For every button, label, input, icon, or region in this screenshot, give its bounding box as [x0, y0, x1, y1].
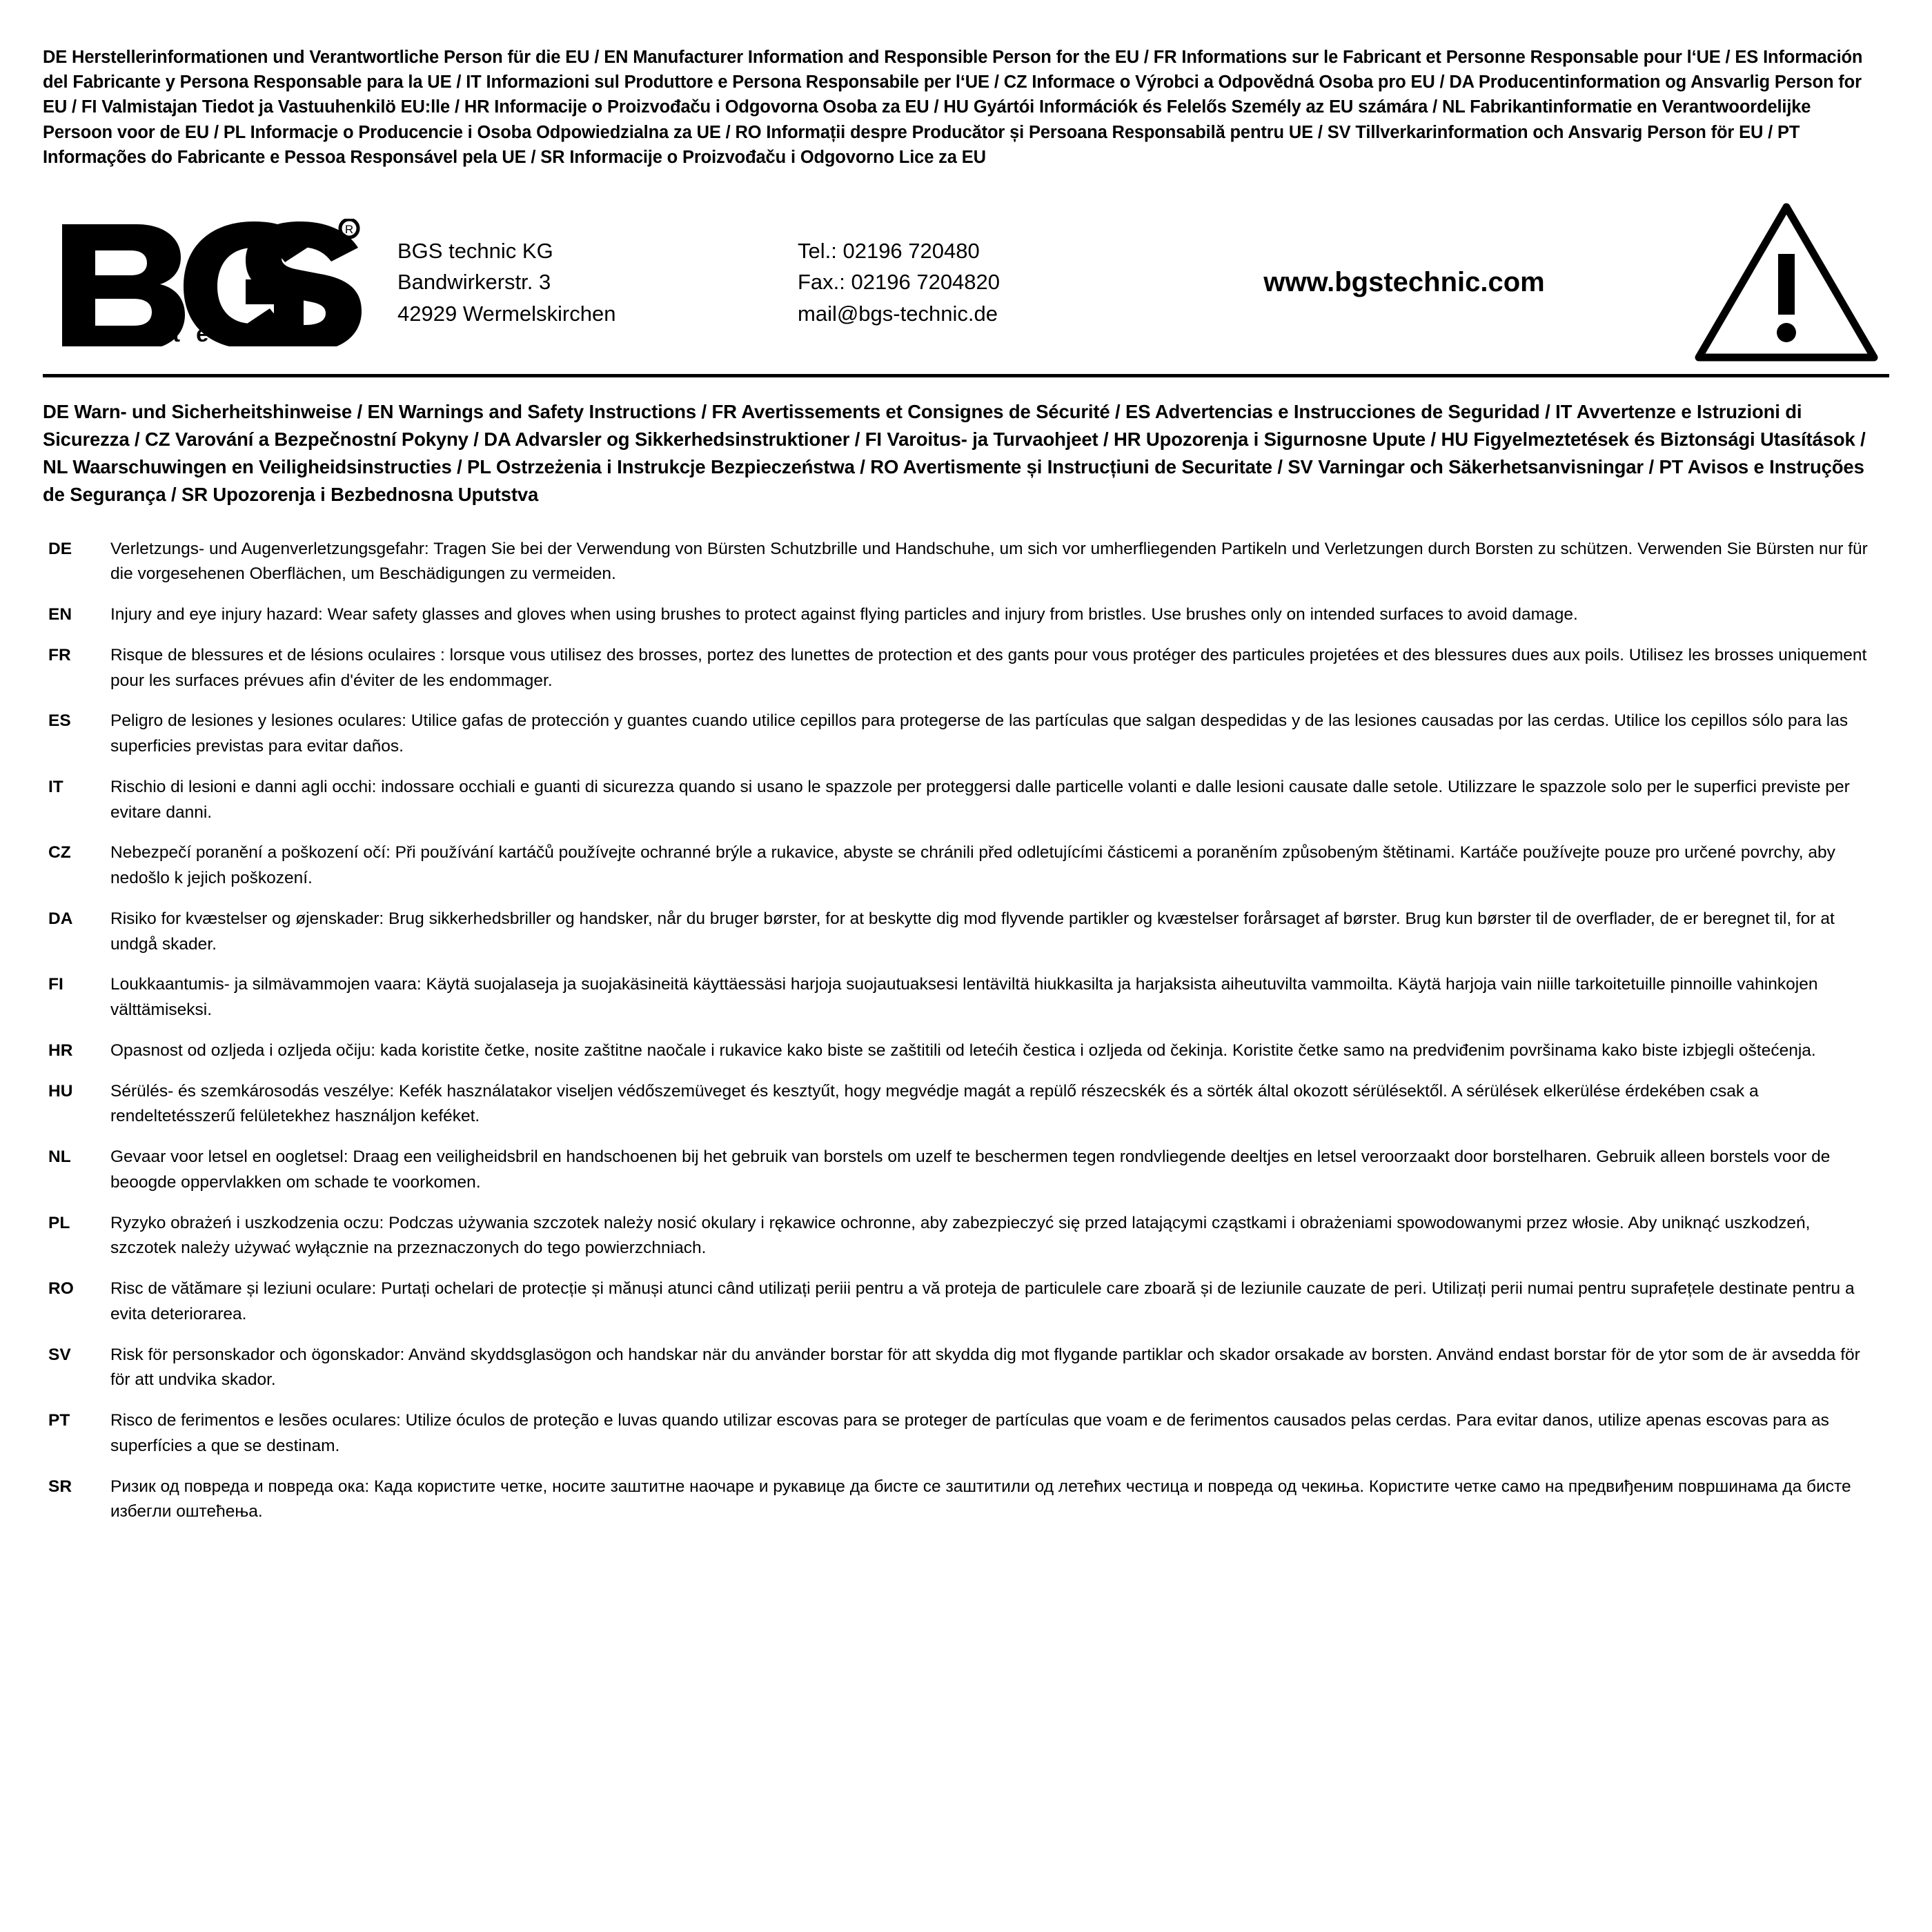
list-item: [43, 972, 1889, 1023]
list-item: [43, 537, 1889, 588]
company-email: mail@bgs-technic.de: [798, 301, 998, 326]
bgs-logo: [43, 219, 381, 346]
list-item: [43, 709, 1889, 760]
language-code: FR: [48, 645, 71, 664]
header-divider: [43, 374, 1889, 377]
manufacturer-info-header: DE Herstellerinformationen und Verantwortliche Person für die EU / EN Manufacturer Information and Responsible Person for the EU / FR Informations sur le Fabricant et Personne Responsable pour l‘UE / ES Información del Fabricante y Persona Responsable para la UE / IT Informazioni sul Produttore e Persona Responsabile per l‘UE / CZ Informace o Výrobci a Odpovědná Osoba pro EU / DA Producentinformation og Ansvarlig Person for EU / FI Valmistajan Tiedot ja Vastuuhenkilö EU:lle / HR Informacije o Proizvođaču i Odgovorna Osoba za EU / HU Gyártói Információk és Felelős Személy az EU számára / NL Fabrikantinformatie en Verantwoordelijke Persoon voor de EU / PL Informacje o Producencie i Osoba Odpowiedzialna za UE / RO Informații despre Producător și Persoana Responsabilă pentru UE / SV Tillverkarinformation och Ansvarig Person för EU / PT Informações do Fabricante e Pessoa Responsável pela UE / SR Informacije o Proizvođaču i Odgovorno Lice za EU: [43, 48, 1863, 167]
language-text: Sérülés- és szemkárosodás veszélye: Kefék használatakor viseljen védőszemüveget és kesztyűt, hogy megvédje magát a repülő részecskék és a sörték által okozott sérülésektől. A sérülések elkerülése érdekében csak a rendeltetésszerű felületekhez használjon keféket.: [110, 1081, 1759, 1126]
language-text: Risk för personskador och ögonskador: Använd skyddsglasögon och handskar när du använder borstar för att skydda dig mot flygande partiklar och skador orsakade av borsten. Använd endast borstar för de ytor som de är avsedda för för att undvika skador.: [110, 1345, 1860, 1390]
list-item: [43, 1211, 1889, 1262]
list-item: [43, 1408, 1889, 1459]
language-code: PL: [48, 1213, 70, 1232]
language-text: Verletzungs- und Augenverletzungsgefahr: Tragen Sie bei der Verwendung von Bürsten Schutzbrille und Handschuhe, um sich vor umherfliegenden Partikeln und Verletzungen durch Borsten zu schützen. Verwenden Sie Bürsten nur für die vorgesehenen Oberflächen, um Beschädigungen zu vermeiden.: [110, 539, 1868, 584]
language-text: Loukkaantumis- ja silmävammojen vaara: Käytä suojalaseja ja suojakäsineitä käyttäessäsi harjoja suojautuaksesi lentäviltä hiukkasilta ja harjaksista aiheutuvilta vammoilta. Käytä harjoja vain niille tarkoitetuille pinnoille vahinkojen välttämiseksi.: [110, 975, 1818, 1020]
language-code: ES: [48, 711, 71, 731]
language-text: Ryzyko obrażeń i uszkodzenia oczu: Podczas używania szczotek należy nosić okulary i rękawice ochronne, aby zabezpieczyć się przed latającymi cząstkami i obrażeniami spowodowanymi przez włosie. Aby uniknąć uszkodzeń, szczotek należy używać wyłącznie na przeznaczonych do tego powierzchniach.: [110, 1213, 1811, 1258]
svg-text:R: R: [344, 222, 354, 236]
company-contact: [798, 235, 1163, 330]
list-item: [43, 1343, 1889, 1394]
warning-triangle-icon: [1673, 200, 1889, 364]
language-text: Peligro de lesiones y lesiones oculares: Utilice gafas de protección y guantes cuando utilice cepillos para protegerse de las partículas que salgan despedidas y de las lesiones causadas por las cerdas. Utilice los cepillos sólo para las superficies previstas para evitar daños.: [110, 711, 1849, 756]
company-street: Bandwirkerstr. 3: [397, 270, 551, 295]
list-item: [43, 1276, 1889, 1328]
language-code: SR: [48, 1477, 72, 1496]
language-code: RO: [48, 1279, 74, 1299]
list-item: [43, 907, 1889, 958]
list-item: [43, 1145, 1889, 1196]
company-city: 42929 Wermelskirchen: [397, 301, 616, 326]
language-code: HR: [48, 1041, 73, 1060]
list-item: [43, 1038, 1889, 1064]
language-code: IT: [48, 777, 63, 796]
safety-instructions-heading: DE Warn- und Sicherheitshinweise / EN Warnings and Safety Instructions / FR Avertissements et Consignes de Sécurité / ES Advertencias e Instrucciones de Seguridad / IT Avvertenze e Istruzioni di Sicurezza / CZ Varování a Bezpečnostní Pokyny / DA Advarsler og Sikkerhedsinstruktioner / FI Varoitus- ja Turvaohjeet / HR Upozorenja i Sigurnosne Upute / HU Figyelmeztetések és Biztonsági Utasítások / NL Waarschuwingen en Veiligheidsinstructies / PL Ostrzeżenia i Instrukcje Bezpieczeństwa / RO Avertismente și Instrucțiuni de Securitate / SV Varningar och Säkerhetsanvisningar / PT Avisos e Instruções de Segurança / SR Upozorenja i Bezbednosna Uputstva: [43, 401, 1866, 506]
list-item: [43, 1475, 1889, 1526]
language-code: FI: [48, 975, 63, 994]
company-info-block: [43, 196, 1889, 368]
company-fax: Fax.: 02196 7204820: [798, 270, 1000, 295]
language-text: Risque de blessures et de lésions oculaires : lorsque vous utilisez des brosses, portez des lunettes de protection et des gants pour vous protéger des particules projetées et des blessures dues aux poils. Utilisez les brosses uniquement pour les surfaces prévues afin d'éviter de les endommager.: [110, 645, 1867, 690]
language-warning-list: [43, 537, 1889, 1526]
language-code: NL: [48, 1147, 71, 1167]
language-text: Risiko for kvæstelser og øjenskader: Brug sikkerhedsbriller og handsker, når du bruger børster, for at beskytte dig mod flyvende partikler og kvæstelser forårsaget af børster. Brug kun børster til de overflader, de er beregnet til, for at undgå skader.: [110, 909, 1835, 954]
list-item: [43, 1079, 1889, 1130]
warning-triangle-svg: [1693, 200, 1880, 364]
language-text: Opasnost od ozljeda i ozljeda očiju: kada koristite četke, nosite zaštitne naočale i rukavice kako biste se zaštitili od letećih čestica i ozljeda od čekinja. Koristite četke samo na predviđenim površinama kako biste izbjegli oštećenja.: [110, 1041, 1816, 1060]
language-text: Risc de vătămare și leziuni oculare: Purtați ochelari de protecție și mănuși atunci când utilizați periii pentru a vă proteja de particulele care zboară și de leziunile cauzate de peri. Utilizați perii numai pentru suprafețele destinate pentru a evita deteriorarea.: [110, 1279, 1855, 1323]
bgs-logo-icon: [57, 219, 367, 346]
language-code: SV: [48, 1345, 71, 1364]
language-text: Nebezpečí poranění a poškození očí: Při používání kartáčů používejte ochranné brýle a rukavice, abyste se chránili před odletujícími částicemi a poraněním způsobeným štětinami. Kartáče používejte pouze pro určené povrchy, aby nedošlo k jejich poškození.: [110, 843, 1835, 888]
list-item: [43, 840, 1889, 891]
language-code: EN: [48, 605, 72, 624]
language-code: DA: [48, 909, 73, 928]
company-tel: Tel.: 02196 720480: [798, 238, 980, 263]
list-item: [43, 643, 1889, 694]
language-code: PT: [48, 1411, 70, 1430]
list-item: [43, 775, 1889, 826]
language-code: CZ: [48, 843, 71, 862]
company-name: BGS technic KG: [397, 238, 553, 263]
language-code: HU: [48, 1081, 73, 1101]
language-text: Ризик од повреда и повреда ока: Када користите четке, носите заштитне наочаре и рукавице да бисте се заштитили од летећих честица и повреда од чекиња. Користите четке само на предвиђеним површинама да бисте избегли оштећења.: [110, 1477, 1851, 1521]
language-text: Injury and eye injury hazard: Wear safety glasses and gloves when using brushes to protect against flying particles and injury from bristles. Use brushes only on intended surfaces to avoid damage.: [110, 605, 1578, 624]
bgs-logo-subtext: t e c h n i c: [172, 320, 353, 346]
language-text: Risco de ferimentos e lesões oculares: Utilize óculos de proteção e luvas quando utilizar escovas para se proteger de partículas que voam e de ferimentos causados pelas cerdas. Para evitar danos, utilize apenas escovas para as superfícies a que se destinam.: [110, 1411, 1829, 1455]
list-item: [43, 602, 1889, 628]
company-address: [381, 235, 798, 330]
language-text: Gevaar voor letsel en oogletsel: Draag een veiligheidsbril en handschoenen bij het gebruik van borstels om uzelf te beschermen tegen rondvliegende deeltjes en letsel veroorzaakt door borstelharen. Gebruik alleen borstels voor de beoogde oppervlakken om schade te voorkomen.: [110, 1147, 1831, 1192]
company-website: www.bgstechnic.com: [1263, 266, 1545, 297]
language-text: Rischio di lesioni e danni agli occhi: indossare occhiali e guanti di sicurezza quando si usano le spazzole per proteggersi dalle particelle volanti e dalle lesioni causate dalle setole. Utilizzare le spazzole solo per le superfici previste per evitare danni.: [110, 777, 1850, 822]
language-code: DE: [48, 539, 72, 558]
